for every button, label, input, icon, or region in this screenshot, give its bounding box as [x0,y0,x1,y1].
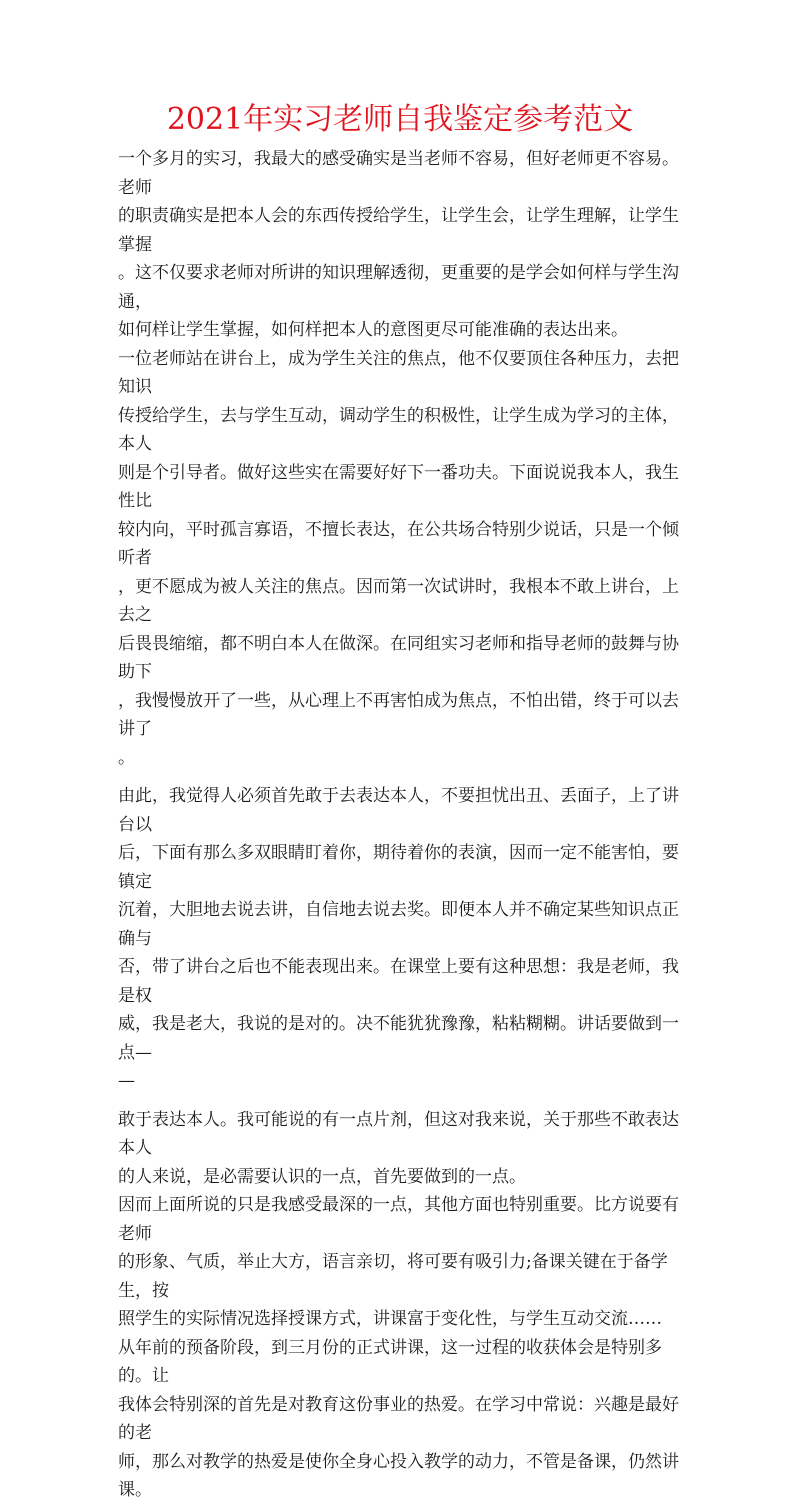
paragraph-2: 一位老师站在讲台上，成为学生关注的焦点，他不仅要顶住各种压力，去把知识 传授给学生，去与学生互动，调动学生的积极性，让学生成为学习的主体，本人 则是个引导者。做好这些实在需要好好下一番功夫。下面说说我本人，我生性比 较内向，平时孤言寡语，不擅长表达，在公共场合特别少说话，只是一个倾听者 ，更不愿成为被人关注的焦点。因而第一次试讲时，我根本不敢上讲台，上去之 后畏畏缩缩，都不明白本人在做深。在同组实习老师和指导老师的鼓舞与协助下 ，我慢慢放开了一些，从心理上不再害怕成为焦点，不怕出错，终于可以去讲了 。 [118,348,679,768]
document-body [118,145,684,1505]
paragraph-6: 从年前的预备阶段，到三月份的正式讲课，这一过程的收获体会是特别多的。让 我体会特别深的首先是对教育这份事业的热爱。在学习中常说：兴趣是最好的老 师，那么对教学的热爱是使你全身心投入教学的动力，不管是备课，仍然讲课。 [118,1337,679,1500]
paragraph-3: 由此，我觉得人必须首先敢于去表达本人，不要担忧出丑、丢面子，上了讲台以 后，下面有那么多双眼睛盯着你，期待着你的表演，因而一定不能害怕，要镇定 沉着，大胆地去说去讲，自信地去说去奖。即便本人并不确定某些知识点正确与 否，带了讲台之后也不能表现出来。在课堂上要有这种思想：我是老师，我是权 威，我是老大，我说的是对的。决不能犹犹豫豫，粘粘糊糊。讲话要做到一点— — [118,786,679,1091]
paragraph-4: 敢于表达本人。我可能说的有一点片剂，但这对我来说，关于那些不敢表达本人 的人来说，是必需要认识的一点，首先要做到的一点。 [118,1109,679,1187]
paragraph-1: 一个多月的实习，我最大的感受确实是当老师不容易，但好老师更不容易。老师 的职责确实是把本人会的东西传授给学生，让学生会，让学生理解，让学生掌握 。这不仅要求老师对所讲的知识理解透彻，更重要的是学会如何样与学生沟通， 如何样让学生掌握，如何样把本人的意图更尽可能准确的表达出来。 [118,149,679,340]
paragraph-5: 因而上面所说的只是我感受最深的一点，其他方面也特别重要。比方说要有老师 的形象、气质，举止大方，语言亲切，将可要有吸引力;备课关键在于备学生，按 照学生的实际情况选择授课方式，讲课富于变化性，与学生互动交流…… [118,1195,679,1329]
document-title: 2021年实习老师自我鉴定参考范文 [166,102,634,137]
